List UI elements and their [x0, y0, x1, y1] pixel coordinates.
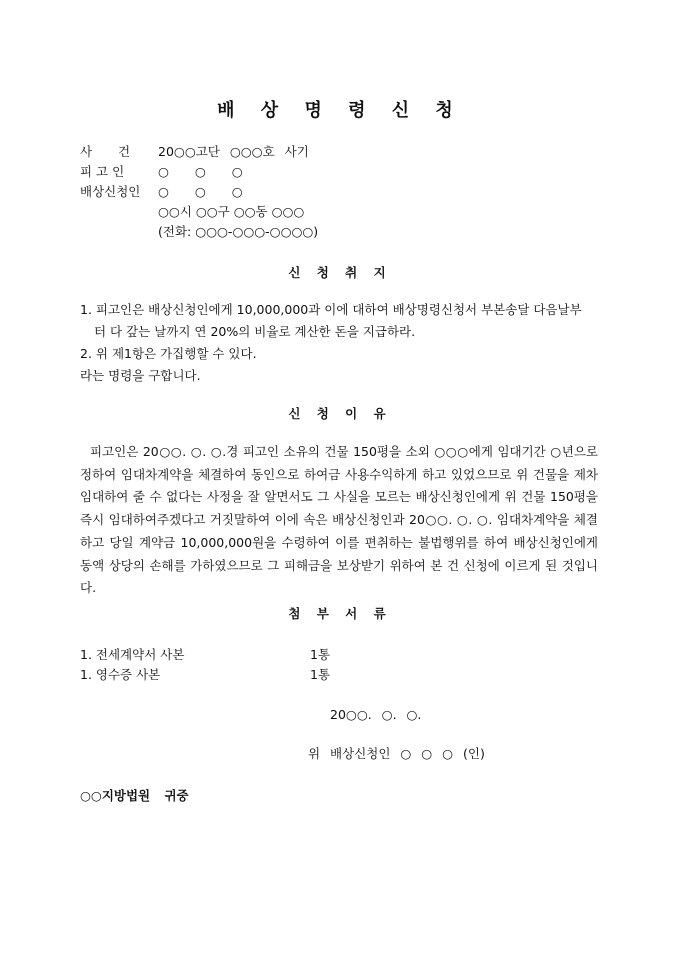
- reason-heading: 신 청 이 유: [288, 406, 392, 421]
- document-title: 배 상 명 령 신 청: [217, 100, 463, 121]
- applicant-row: [80, 182, 243, 202]
- applicant-label: 배상신청인: [80, 184, 141, 199]
- defendant-row: [80, 162, 243, 182]
- attachment-item: [80, 645, 330, 665]
- case-label: 사 건: [80, 144, 131, 159]
- attachment-count: 1통: [310, 667, 331, 682]
- attachment-name: 1. 영수증 사본: [80, 667, 161, 682]
- purpose-item-1-continued: 터 다 갚는 날까지 연 20%의 비율로 계산한 돈을 지급하라.: [94, 324, 416, 339]
- purpose-item-1: 1. 피고인은 배상신청인에게 10,000,000과 이에 대하여 배상명령신청서 부본송달 다음날부: [80, 302, 582, 317]
- case-value: 20○○고단 ○○○호 사기: [158, 144, 309, 159]
- application-date: 20○○. ○. ○.: [330, 707, 422, 722]
- purpose-heading: 신 청 취 지: [288, 265, 392, 280]
- attachment-name: 1. 전세계약서 사본: [80, 647, 185, 662]
- reason-paragraph: 피고인은 20○○. ○. ○.경 피고인 소유의 건물 150평을 소외 ○○○에게 임대기간 ○년으로 정하여 임대차계약을 체결하여 동인으로 하여금 사용수익하게 하고 있었으므로 위 건물을 제차 임대하여 줄 수 없다는 사정을 잘 알면서도 그 사실을 모르는 배상신청인에게 위 건물 150평을 즉시 임대하여주겠다고 거짓말하여 이에 속은 배상신청인과 20○○. ○. ○. 임대차계약을 체결하고 당일 계약금 10,000,000원을 수령하여 이를 편취하는 불법행위를 하여 배상신청인에게 동액 상당의 손해를 가하였으므로 그 피해금을 보상받기 위하여 본 건 신청에 이르게 된 것입니다.: [80, 444, 598, 596]
- attachment-count: 1통: [310, 647, 331, 662]
- defendant-value: ○ ○ ○: [158, 164, 243, 179]
- defendant-label: 피 고 인: [80, 164, 125, 179]
- purpose-item-2: 2. 위 제1항은 가집행할 수 있다.: [80, 346, 257, 361]
- applicant-value: ○ ○ ○: [158, 184, 243, 199]
- attachment-item: [80, 665, 330, 685]
- case-row: [80, 142, 309, 162]
- applicant-phone: (전화: ○○○-○○○-○○○○): [158, 224, 319, 239]
- applicant-signature: 위 배상신청인 ○ ○ ○ (인): [308, 746, 485, 761]
- applicant-address: ○○시 ○○구 ○○동 ○○○: [158, 204, 305, 219]
- court-addressee: ○○지방법원 귀중: [80, 788, 189, 803]
- purpose-closing: 라는 명령을 구합니다.: [80, 368, 201, 383]
- attachments-heading: 첨 부 서 류: [288, 606, 392, 621]
